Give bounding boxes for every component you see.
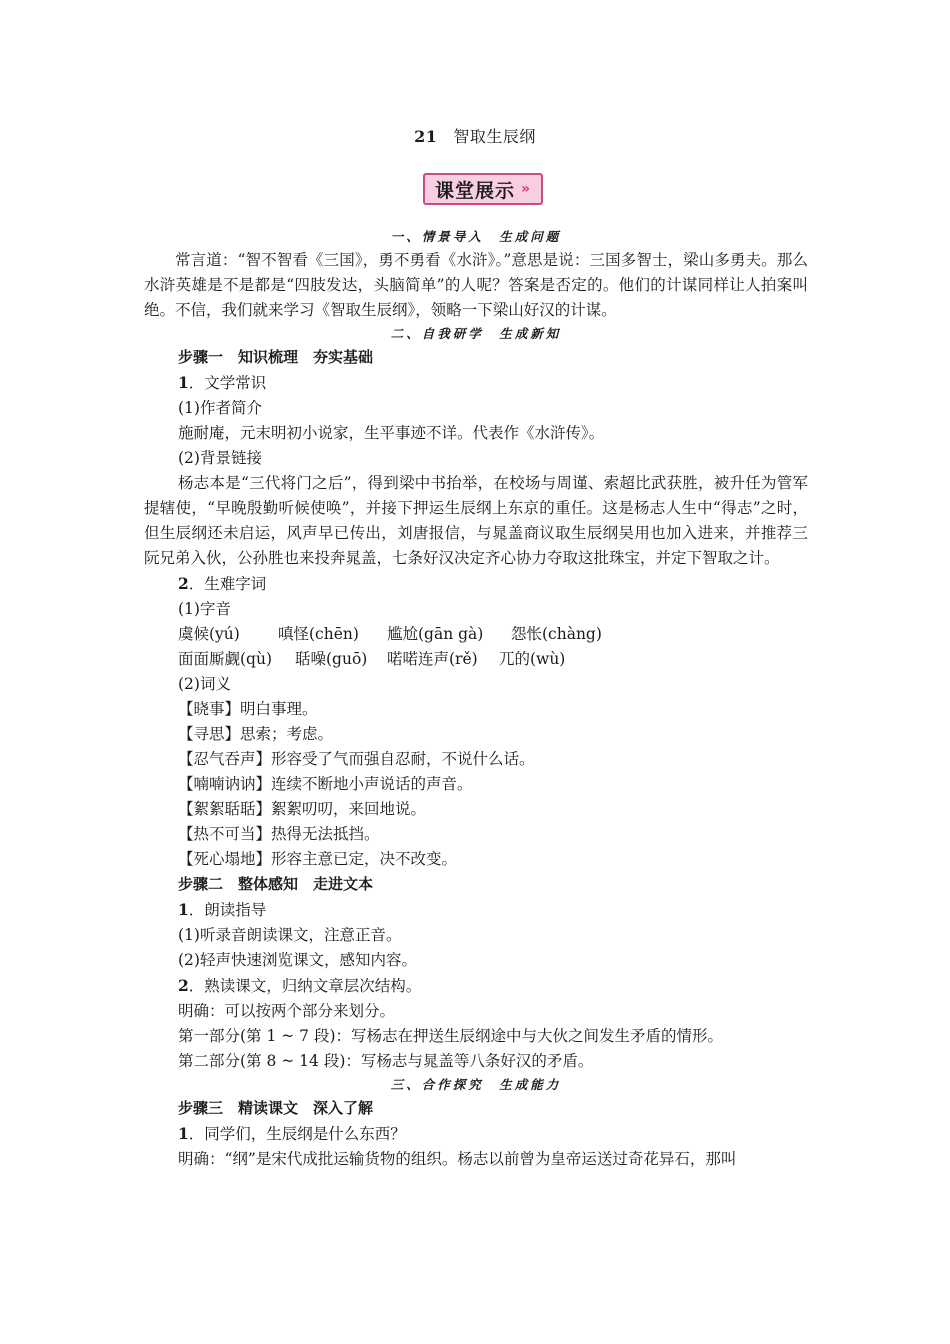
double-arrow-icon: » <box>520 181 532 197</box>
background-text: 杨志本是“三代将门之后”，得到梁中书抬举，在校场与周谨、索超比武获胜，被升任为管军提辖使，“早晚殷勤听候使唤”，并接下押运生辰纲上东京的重任。这是杨志人生中“得志”之时，但生辰纲还未启运，风声早已传出，刘唐报信，与晁盖商议取生辰纲吴用也加入进来，并推荐三阮兄弟入伙，公孙胜也来投奔晁盖，七条好汉决定齐心协力夺取这批珠宝，并定下智取之计。 <box>144 474 808 567</box>
pron-word: 面面厮觑(qù) <box>178 650 272 668</box>
item-number: 2 <box>178 574 189 593</box>
vocab-item: 【絮絮聒聒】絮絮叨叨，来回地说。 <box>178 800 427 818</box>
item-number: 1 <box>178 1124 189 1143</box>
pronunciation-heading: (1)字音 <box>178 600 231 618</box>
pronunciation-row-1 <box>144 622 808 647</box>
item-label: ．朗读指导 <box>188 901 267 919</box>
pron-word: 虞候(yú) <box>178 625 240 643</box>
vocab-item: 【忍气吞声】形容受了气而强自忍耐，不说什么话。 <box>178 750 535 768</box>
banner-box <box>423 173 543 205</box>
vocab-item: 【晓事】明白事理。 <box>178 700 318 718</box>
step3-answer: 明确：“纲”是宋代成批运输货物的组织。杨志以前曾为皇帝运送过奇花异石，那叫 <box>178 1150 737 1168</box>
pron-word: 尴尬(gān gà) <box>387 625 484 643</box>
reading-guide-1: (1)听录音朗读课文，注意正音。 <box>178 926 402 944</box>
pronunciation-row-2 <box>144 647 808 672</box>
step2-item1 <box>144 897 808 923</box>
vocab-item: 【热不可当】热得无法抵挡。 <box>178 825 380 843</box>
structure-answer: 明确：可以按两个部分来划分。 <box>178 1002 396 1020</box>
pron-word: 喏喏连声(rě) <box>387 650 478 668</box>
vocab-item: 【寻思】思索；考虑。 <box>178 725 334 743</box>
step2-item2 <box>144 973 808 999</box>
banner-label: 课堂展示 <box>434 179 515 202</box>
pron-word: 怨怅(chàng) <box>511 625 602 643</box>
item-label: ．同学们，生辰纲是什么东西？ <box>188 1125 406 1143</box>
step1-heading: 步骤一 知识梳理 夯实基础 <box>178 348 374 366</box>
step1-item2 <box>144 571 808 597</box>
pron-word: 聒噪(guō) <box>295 650 368 668</box>
lesson-title-text: 智取生辰纲 <box>453 127 536 146</box>
reading-guide-2: (2)轻声快速浏览课文，感知内容。 <box>178 951 417 969</box>
author-heading: (1)作者简介 <box>178 399 262 417</box>
step2-heading: 步骤二 整体感知 走进文本 <box>178 875 374 893</box>
structure-part-2: 第二部分(第 8 ~ 14 段)：写杨志与晁盖等八条好汉的矛盾。 <box>178 1052 594 1070</box>
vocab-heading: (2)词义 <box>178 675 231 693</box>
step1-item1 <box>144 370 808 396</box>
intro-paragraph: 常言道：“智不智看《三国》，勇不勇看《水浒》。”意思是说：三国多智士，梁山多勇夫。那么水浒英雄是不是都是“四肢发达，头脑简单”的人呢？答案是否定的。他们的计谋同样让人拍案叫绝。不信，我们就来学习《智取生辰纲》，领略一下梁山好汉的计谋。 <box>144 251 808 319</box>
item-number: 1 <box>178 900 189 919</box>
section-banner <box>408 172 558 206</box>
item-label: ．文学常识 <box>188 374 267 392</box>
item-label: ．生难字词 <box>188 575 267 593</box>
pron-word: 兀的(wù) <box>499 650 566 668</box>
item-label: ．熟读课文，归纳文章层次结构。 <box>188 977 422 995</box>
step3-item1 <box>144 1121 808 1147</box>
background-heading: (2)背景链接 <box>178 449 262 467</box>
item-number: 1 <box>178 373 189 392</box>
section-heading-3: 三、合作探究 生成能力 <box>390 1077 562 1092</box>
author-text: 施耐庵，元末明初小说家，生平事迹不详。代表作《水浒传》。 <box>178 424 605 442</box>
pron-word: 嗔怪(chēn) <box>278 625 359 643</box>
section-heading-1: 一、情景导入 生成问题 <box>390 229 562 244</box>
vocab-item: 【喃喃讷讷】连续不断地小声说话的声音。 <box>178 775 473 793</box>
document-content <box>144 226 808 1172</box>
section-heading-2: 二、自我研学 生成新知 <box>390 326 562 341</box>
vocab-item: 【死心塌地】形容主意已定，决不改变。 <box>178 850 458 868</box>
item-number: 2 <box>178 976 189 995</box>
step3-heading: 步骤三 精读课文 深入了解 <box>178 1099 374 1117</box>
lesson-title <box>0 124 950 147</box>
structure-part-1: 第一部分(第 1 ~ 7 段)：写杨志在押送生辰纲途中与大伙之间发生矛盾的情形。 <box>178 1027 724 1045</box>
lesson-number: 21 <box>414 127 438 146</box>
